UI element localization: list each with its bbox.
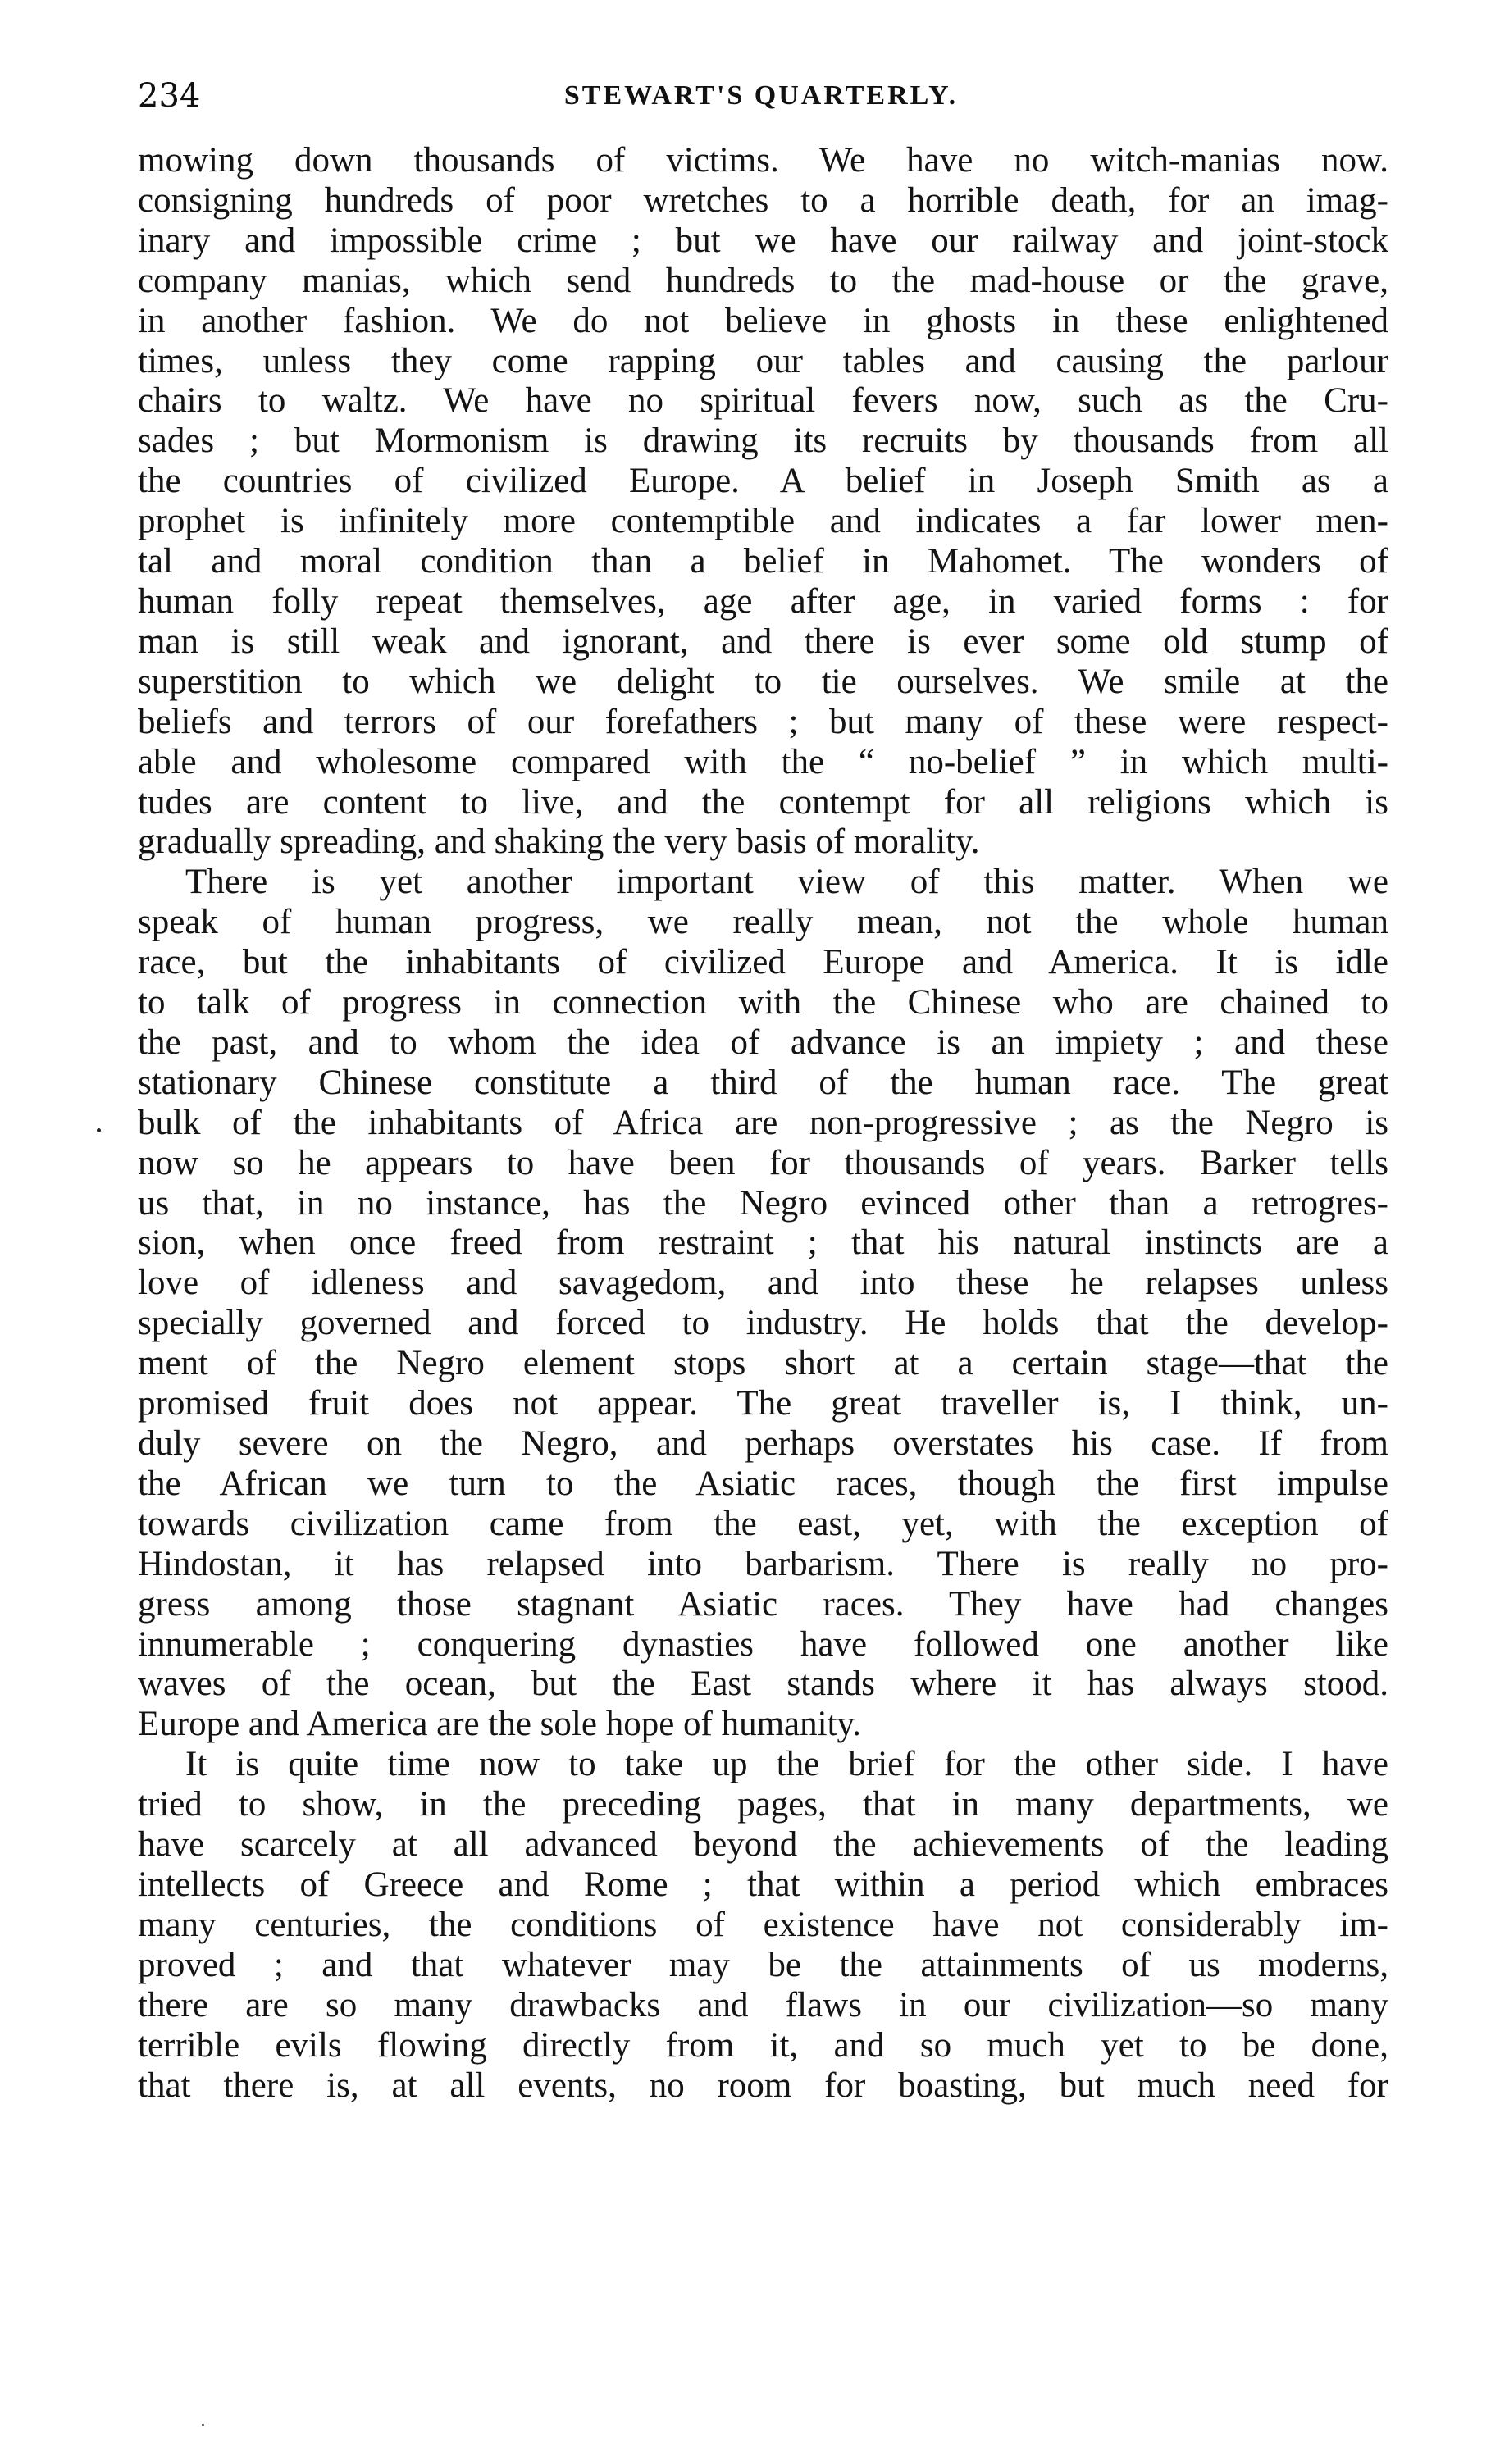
text-line: tried to show, in the preceding pages, that in many departments, we	[138, 1785, 1388, 1824]
text-line: There is yet another important view of this matter. When we	[185, 863, 1388, 902]
text-line: sades ; but Mormonism is drawing its recruits by thousands from all	[138, 421, 1388, 461]
text-line: tal and moral condition than a belief in Mahomet. The wonders of	[138, 542, 1388, 581]
text-line: promised fruit does not appear. The great traveller is, I think, un-	[138, 1384, 1388, 1423]
text-line: the African we turn to the Asiatic races, though the first impulse	[138, 1464, 1388, 1503]
text-line: to talk of progress in connection with the Chinese who are chained to	[138, 983, 1388, 1022]
text-line: specially governed and forced to industry. He holds that the develop-	[138, 1304, 1388, 1343]
text-line: innumerable ; conquering dynasties have followed one another like	[138, 1624, 1388, 1664]
text-line: sion, when once freed from restraint ; that his natural instincts are a	[138, 1223, 1388, 1263]
page-header	[138, 77, 1384, 126]
text-line: human folly repeat themselves, age after age, in varied forms : for	[138, 581, 1388, 621]
text-line: man is still weak and ignorant, and there is ever some old stump of	[138, 622, 1388, 661]
page-number: 234	[138, 77, 201, 115]
text-line: race, but the inhabitants of civilized Europe and America. It is idle	[138, 943, 1388, 982]
text-line: speak of human progress, we really mean, not the whole human	[138, 903, 1388, 942]
text-line: gress among those stagnant Asiatic races. They have had changes	[138, 1584, 1388, 1624]
text-line: Europe and America are the sole hope of humanity.	[138, 1705, 861, 1744]
text-line: able and wholesome compared with the “ no-belief ” in which multi-	[138, 742, 1388, 781]
text-line: terrible evils flowing directly from it, and so much yet to be done,	[138, 2025, 1388, 2065]
text-line: stationary Chinese constitute a third of the human race. The great	[138, 1063, 1388, 1102]
text-line: intellects of Greece and Rome ; that within a period which embraces	[138, 1865, 1388, 1904]
text-line: many centuries, the conditions of existence have not considerably im-	[138, 1905, 1388, 1944]
text-line: It is quite time now to take up the brief for the other side. I have	[185, 1745, 1388, 1784]
stray-ink-dot	[97, 1128, 101, 1132]
text-line: love of idleness and savagedom, and into these he relapses unless	[138, 1264, 1388, 1303]
text-line: bulk of the inhabitants of Africa are non-progressive ; as the Negro is	[138, 1103, 1388, 1142]
text-line: mowing down thousands of victims. We have no witch-manias now.	[138, 141, 1388, 180]
text-line: inary and impossible crime ; but we have our railway and joint-stock	[138, 221, 1388, 260]
text-line: the past, and to whom the idea of advance is an impiety ; and these	[138, 1022, 1388, 1062]
text-line: there are so many drawbacks and flaws in our civilization—so many	[138, 1985, 1388, 2024]
text-line: chairs to waltz. We have no spiritual fevers now, such as the Cru-	[138, 381, 1388, 421]
text-line: proved ; and that whatever may be the attainments of us moderns,	[138, 1945, 1388, 1984]
text-line: that there is, at all events, no room for boasting, but much need for	[138, 2065, 1388, 2105]
text-line: company manias, which send hundreds to the mad-house or the grave,	[138, 261, 1388, 300]
text-line: waves of the ocean, but the East stands where it has always stood.	[138, 1665, 1388, 1704]
text-line: towards civilization came from the east, yet, with the exception of	[138, 1504, 1388, 1543]
text-line: ment of the Negro element stops short at a certain stage—that the	[138, 1344, 1388, 1383]
body-text	[138, 141, 1388, 2106]
text-line: have scarcely at all advanced beyond the achievements of the leading	[138, 1825, 1388, 1865]
text-line: duly severe on the Negro, and perhaps overstates his case. If from	[138, 1424, 1388, 1463]
text-line: beliefs and terrors of our forefathers ; but many of these were respect-	[138, 702, 1388, 741]
text-line: us that, in no instance, has the Negro evinced other than a retrogres-	[138, 1183, 1388, 1223]
text-line: times, unless they come rapping our tables and causing the parlour	[138, 341, 1388, 380]
text-line: tudes are content to live, and the contempt for all religions which is	[138, 782, 1388, 822]
text-line: consigning hundreds of poor wretches to a horrible death, for an imag-	[138, 180, 1388, 220]
text-line: now so he appears to have been for thousands of years. Barker tells	[138, 1143, 1388, 1182]
running-title: STEWART'S QUARTERLY.	[563, 80, 959, 111]
text-line: gradually spreading, and shaking the very basis of morality.	[138, 822, 980, 862]
stray-ink-dot	[202, 2424, 204, 2426]
text-line: superstition to which we delight to tie ourselves. We smile at the	[138, 662, 1388, 701]
text-line: prophet is infinitely more contemptible and indicates a far lower men-	[138, 502, 1388, 541]
text-line: in another fashion. We do not believe in ghosts in these enlightened	[138, 301, 1388, 340]
text-line: the countries of civilized Europe. A belief in Joseph Smith as a	[138, 462, 1388, 501]
text-line: Hindostan, it has relapsed into barbarism. There is really no pro-	[138, 1544, 1388, 1583]
